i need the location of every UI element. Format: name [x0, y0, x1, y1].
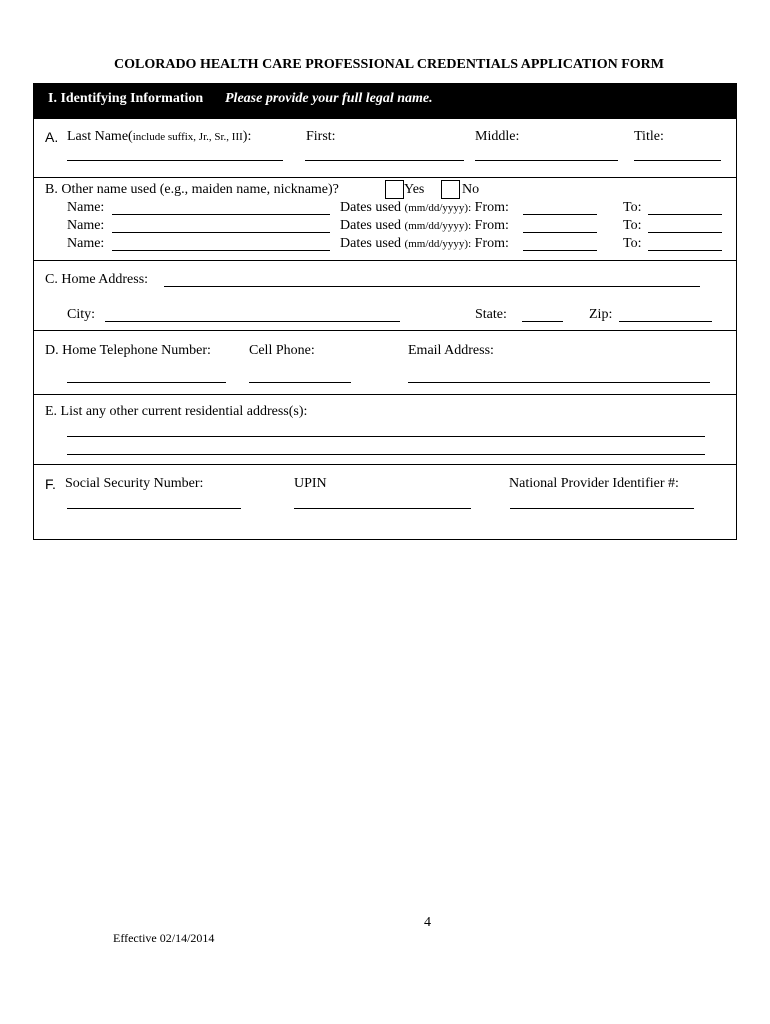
no-label: No [462, 182, 480, 197]
divider [34, 394, 736, 395]
npi-field[interactable] [510, 508, 694, 509]
dates-used-label-3: Dates used (mm/dd/yyyy): From: [340, 236, 509, 251]
first-name-field[interactable] [305, 160, 464, 161]
effective-date: Effective 02/14/2014 [113, 931, 215, 945]
middle-name-label: Middle: [475, 129, 520, 144]
section-header [34, 84, 736, 119]
city-label: City: [67, 307, 96, 322]
state-field[interactable] [522, 321, 563, 322]
section-title: I. Identifying Information [48, 91, 204, 106]
other-address-field-1[interactable] [67, 436, 705, 437]
form-title: COLORADO HEALTH CARE PROFESSIONAL CREDENTIALS APPLICATION FORM [114, 57, 664, 72]
to-date-field-2[interactable] [648, 232, 722, 233]
city-field[interactable] [105, 321, 400, 322]
upin-field[interactable] [294, 508, 471, 509]
section-a-letter: A. [45, 129, 59, 145]
home-address-label: C. Home Address: [45, 272, 149, 287]
upin-label: UPIN [294, 476, 327, 491]
yes-label: Yes [404, 182, 425, 197]
title-label: Title: [634, 129, 664, 144]
other-address-label: E. List any other current residential address(s): [45, 404, 308, 419]
section-subtitle: Please provide your full legal name. [225, 91, 433, 106]
from-date-field-3[interactable] [523, 250, 597, 251]
to-date-field-3[interactable] [648, 250, 722, 251]
divider [34, 177, 736, 178]
no-checkbox[interactable] [441, 180, 460, 199]
form-section-box [33, 83, 737, 540]
home-telephone-field[interactable] [67, 382, 226, 383]
dates-used-label-1: Dates used (mm/dd/yyyy): From: [340, 200, 509, 215]
middle-name-field[interactable] [475, 160, 618, 161]
divider [34, 464, 736, 465]
cell-phone-field[interactable] [249, 382, 351, 383]
other-name-label-2: Name: [67, 218, 105, 233]
ssn-label: Social Security Number: [65, 476, 204, 491]
other-name-label-3: Name: [67, 236, 105, 251]
other-address-field-2[interactable] [67, 454, 705, 455]
dates-used-label-2: Dates used (mm/dd/yyyy): From: [340, 218, 509, 233]
other-name-field-1[interactable] [112, 214, 330, 215]
home-address-field[interactable] [164, 286, 700, 287]
ssn-field[interactable] [67, 508, 241, 509]
to-date-field-1[interactable] [648, 214, 722, 215]
to-label-2: To: [623, 218, 642, 233]
title-field[interactable] [634, 160, 721, 161]
npi-label: National Provider Identifier #: [509, 476, 679, 491]
cell-phone-label: Cell Phone: [249, 343, 315, 358]
email-address-field[interactable] [408, 382, 710, 383]
yes-checkbox[interactable] [385, 180, 404, 199]
page-number: 4 [424, 915, 431, 930]
home-telephone-label: D. Home Telephone Number: [45, 343, 211, 358]
state-label: State: [475, 307, 507, 322]
other-name-question: B. Other name used (e.g., maiden name, nickname)? [45, 182, 339, 197]
last-name-label: Last Name(include suffix, Jr., Sr., III): [67, 129, 252, 144]
zip-field[interactable] [619, 321, 712, 322]
last-name-field[interactable] [67, 160, 283, 161]
divider [34, 260, 736, 261]
from-date-field-2[interactable] [523, 232, 597, 233]
to-label-1: To: [623, 200, 642, 215]
divider [34, 330, 736, 331]
zip-label: Zip: [589, 307, 613, 322]
section-f-letter: F. [45, 476, 56, 492]
other-name-label-1: Name: [67, 200, 105, 215]
email-address-label: Email Address: [408, 343, 494, 358]
other-name-field-2[interactable] [112, 232, 330, 233]
first-name-label: First: [306, 129, 336, 144]
from-date-field-1[interactable] [523, 214, 597, 215]
to-label-3: To: [623, 236, 642, 251]
other-name-field-3[interactable] [112, 250, 330, 251]
